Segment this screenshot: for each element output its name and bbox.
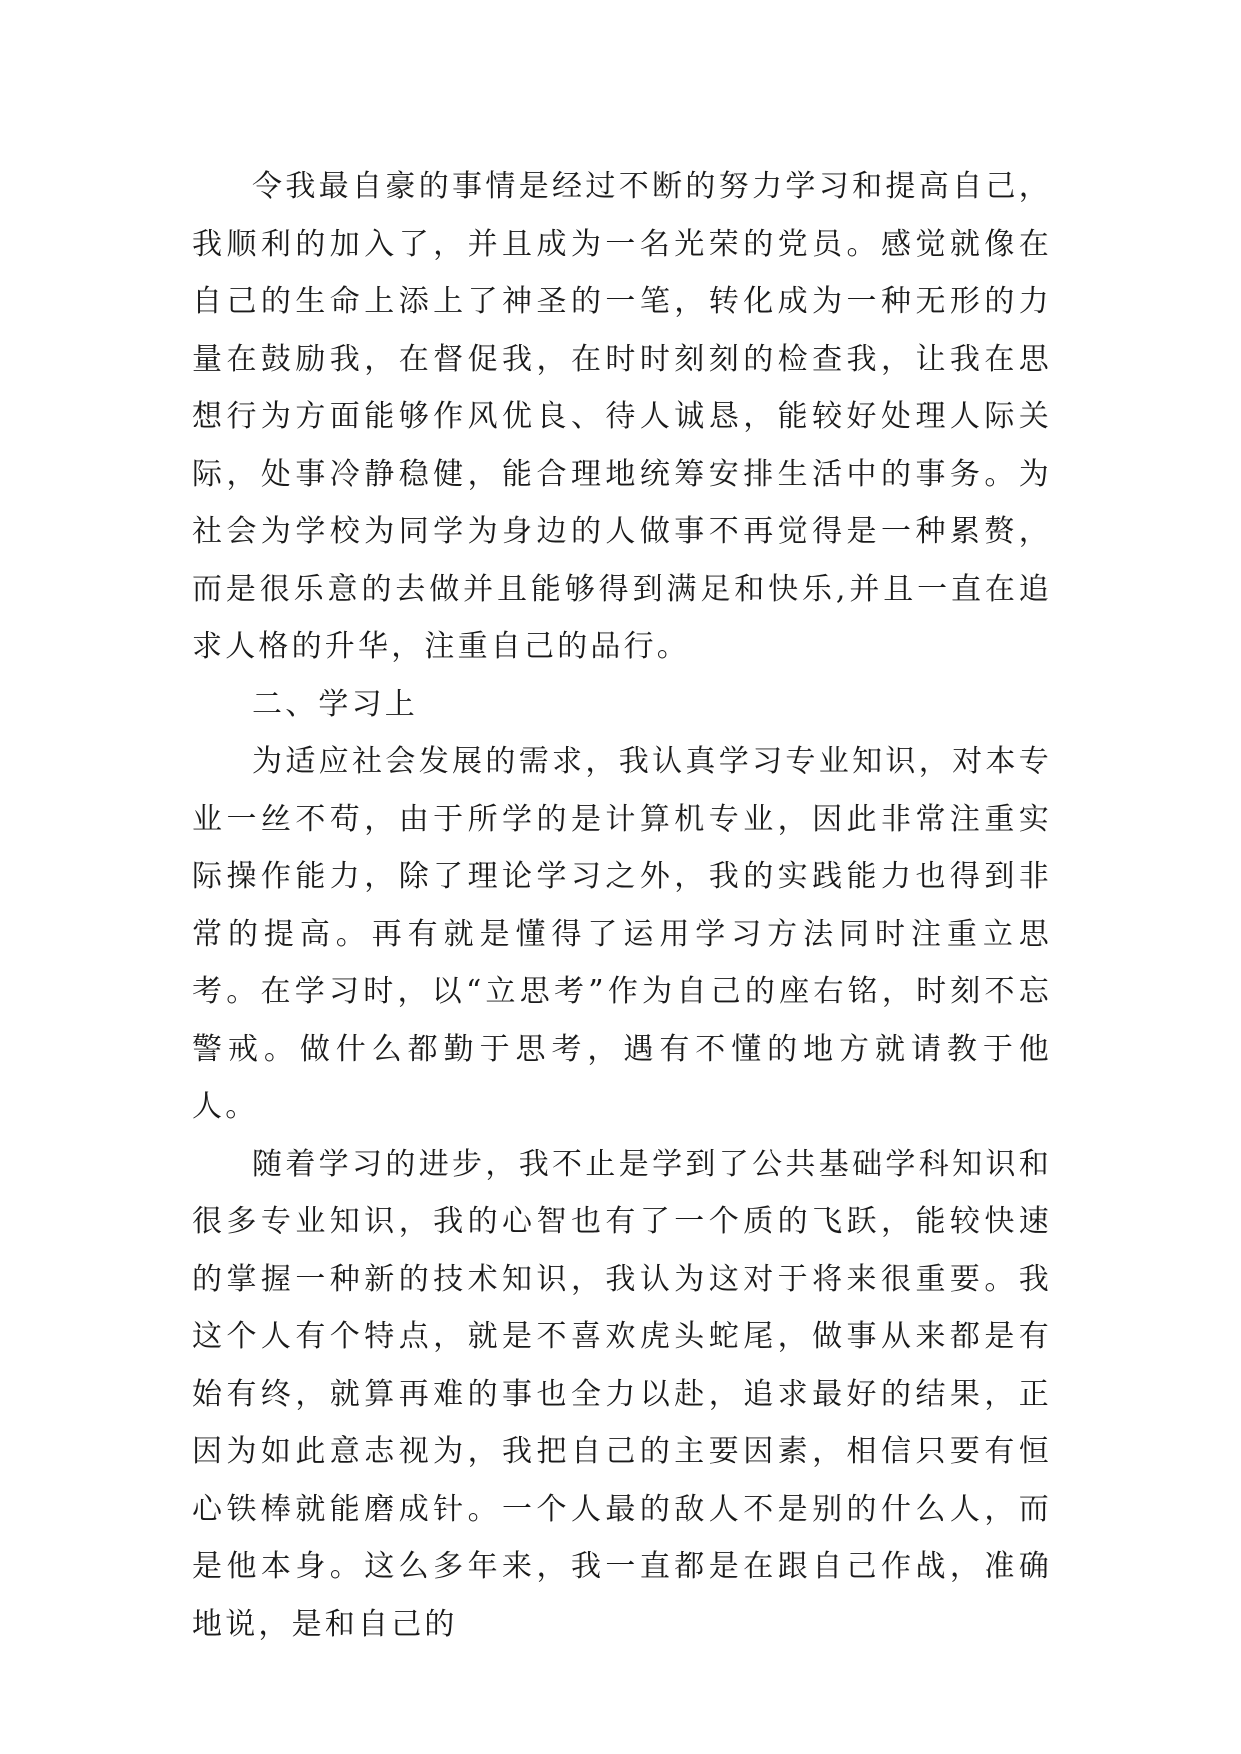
- section-heading-study: 二、学习上: [252, 686, 418, 722]
- paragraph-learning-progress: 随着学习的进步，我不止是学到了公共基础学科知识和很多专业知识，我的心智也有了一个质的飞跃，能较快速的掌握一种新的技术知识，我认为这对于将来很重要。我这个人有个特点，就是不喜欢虎头蛇尾，做事从来都是有始有终，就算再难的事也全力以赴，追求最好的结果，正因为如此意志视为，我把自己的主要因素，相信只要有恒心铁棒就能磨成针。一个人最的敌人不是别的什么人，而是他本身。这么多年来，我一直都是在跟自己作战，准确地说，是和自己的: [192, 1146, 1052, 1642]
- paragraph-professional-study: 为适应社会发展的需求，我认真学习专业知识，对本专业一丝不苟，由于所学的是计算机专业，因此非常注重实际操作能力，除了理论学习之外，我的实践能力也得到非常的提高。再有就是懂得了运用学习方法同时注重立思考。在学习时，以“立思考”作为自己的座右铭，时刻不忘警戒。做什么都勤于思考，遇有不懂的地方就请教于他人。: [192, 744, 1052, 1124]
- paragraph-party-membership: 令我最自豪的事情是经过不断的努力学习和提高自己，我顺利的加入了，并且成为一名光荣的党员。感觉就像在自己的生命上添上了神圣的一笔，转化成为一种无形的力量在鼓励我，在督促我，在时时刻刻的检查我，让我在思想行为方面能够作风优良、待人诚恳，能较好处理人际关际，处事冷静稳健，能合理地统筹安排生活中的事务。为社会为学校为同学为身边的人做事不再觉得是一种累赘，而是很乐意的去做并且能够得到满足和快乐,并且一直在追求人格的升华，注重自己的品行。: [192, 169, 1052, 664]
- document-body: [192, 158, 1052, 1653]
